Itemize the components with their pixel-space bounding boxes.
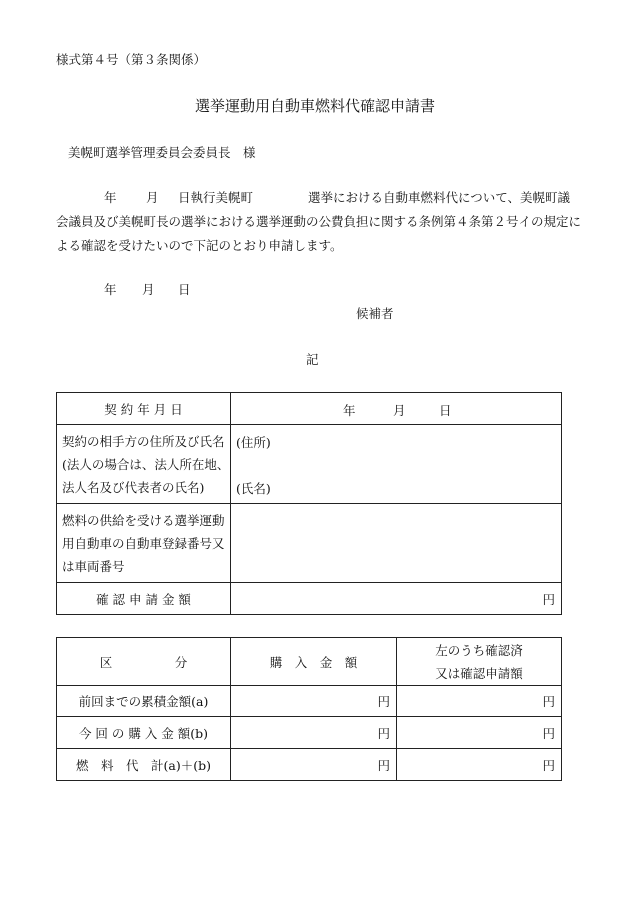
row-label-total: 燃 料 代 計(a)＋(b) [57, 749, 231, 781]
row-purchase-unit: 円 [231, 749, 397, 781]
application-date-day: 日 [178, 282, 191, 297]
table-row [57, 717, 562, 749]
contract-day-unit: 日 [439, 402, 452, 418]
body-line1-rest: 選挙における自動車燃料代について、美幌町議 [308, 190, 571, 205]
header-confirmed [397, 638, 562, 686]
body-month: 月 [146, 190, 159, 205]
application-date-year: 年 [104, 282, 117, 297]
body-line-3: よる確認を受けたいので下記のとおり申請します。 [56, 238, 343, 253]
row-confirmed-unit: 円 [397, 686, 562, 717]
fuel-header-row [57, 638, 562, 686]
row-purchase-unit: 円 [231, 717, 397, 749]
contract-year-unit: 年 [343, 402, 356, 418]
header-purchase: 購 入 金 額 [231, 638, 397, 686]
header-confirmed-line1: 左のうち確認済 [435, 642, 523, 658]
contract-party-label-line3: 法人名及び代表者の氏名) [62, 479, 205, 495]
row-label-current: 今 回 の 購 入 金 額(b) [57, 717, 231, 749]
address-label: (住所) [236, 435, 271, 450]
row-label-previous: 前回までの累積金額(a) [57, 686, 231, 717]
header-category: 区 分 [57, 638, 231, 686]
vehicle-label-line2: 用自動車の自動車登録番号又 [62, 535, 225, 551]
vehicle-row [57, 504, 562, 583]
contract-date-value [231, 393, 562, 425]
table-row [57, 686, 562, 717]
contract-date-label: 契 約 年 月 日 [57, 393, 231, 425]
contract-date-row [57, 393, 562, 425]
vehicle-label-line3: は車両番号 [62, 558, 125, 574]
contract-party-label-line2: (法人の場合は、法人所在地、 [62, 456, 230, 472]
row-confirmed-unit: 円 [397, 717, 562, 749]
contract-party-value [231, 425, 562, 504]
contract-party-label [57, 425, 231, 504]
contract-party-row [57, 425, 562, 504]
vehicle-value [231, 504, 562, 583]
document-title: 選挙運動用自動車燃料代確認申請書 [194, 97, 435, 115]
fuel-cost-table [56, 637, 562, 781]
header-confirmed-line2: 又は確認申請額 [435, 665, 523, 681]
row-purchase-unit: 円 [231, 686, 397, 717]
vehicle-label-line1: 燃料の供給を受ける選挙運動 [62, 512, 225, 528]
ki-heading: 記 [306, 352, 319, 367]
addressee: 美幌町選挙管理委員会委員長 様 [68, 145, 256, 160]
name-label: (氏名) [236, 481, 271, 496]
table-row [57, 749, 562, 781]
amount-yen: 円 [231, 583, 562, 615]
application-date-month: 月 [142, 282, 155, 297]
contract-month-unit: 月 [393, 402, 406, 418]
body-day-exec: 日執行美幌町 [178, 190, 254, 205]
contract-table [56, 392, 562, 615]
body-year: 年 [104, 190, 117, 205]
amount-row [57, 583, 562, 615]
candidate-label: 候補者 [356, 306, 394, 321]
body-line-2: 会議員及び美幌町長の選挙における選挙運動の公費負担に関する条例第４条第２号イの規定に [56, 214, 582, 229]
amount-label: 確 認 申 請 金 額 [57, 583, 231, 615]
vehicle-label [57, 504, 231, 583]
row-confirmed-unit: 円 [397, 749, 562, 781]
form-number: 様式第４号（第３条関係） [56, 52, 207, 67]
contract-party-label-line1: 契約の相手方の住所及び氏名 [62, 433, 225, 449]
